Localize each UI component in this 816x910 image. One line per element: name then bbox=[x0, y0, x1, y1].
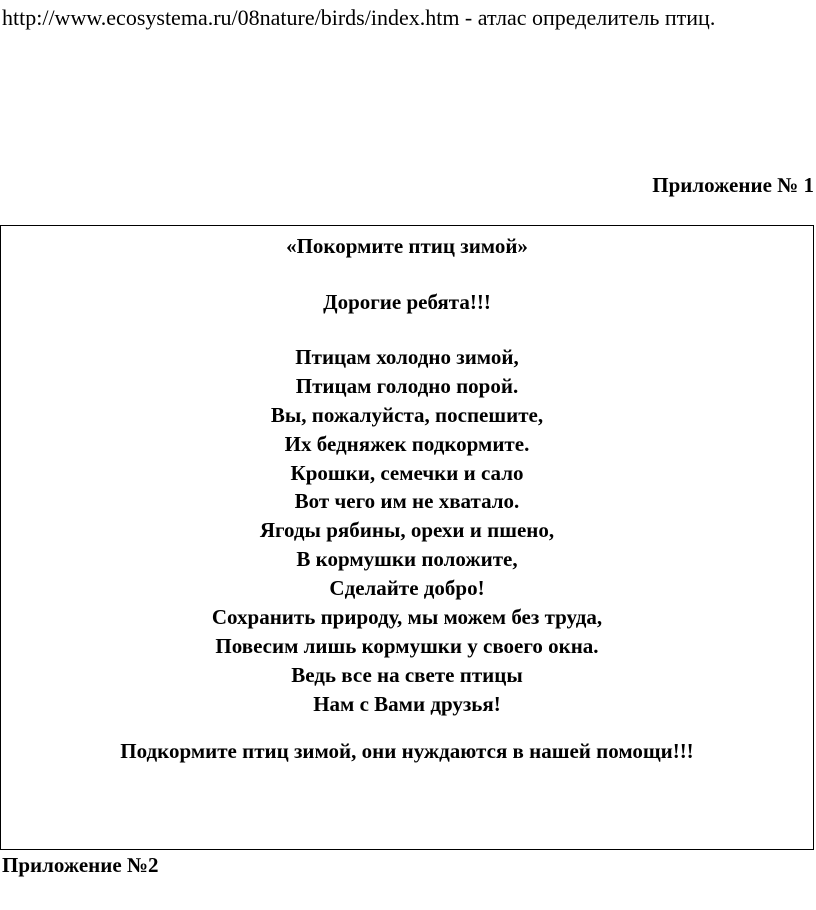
poem-line: Вы, пожалуйста, поспешите, bbox=[270, 402, 544, 427]
appendix-2-heading: Приложение №2 bbox=[2, 853, 159, 877]
poem-line: Повесим лишь кормушки у своего окна. bbox=[215, 633, 599, 658]
poem-line: Ведь все на свете птицы bbox=[291, 662, 523, 687]
appendix-1-heading: Приложение № 1 bbox=[652, 173, 814, 197]
poem-line: Крошки, семечки и сало bbox=[290, 460, 524, 485]
source-reference-line: http://www.ecosystema.ru/08nature/birds/index.htm - атлас определитель птиц. bbox=[2, 5, 716, 30]
leaflet-title: «Покормите птиц зимой» bbox=[286, 234, 528, 258]
leaflet-greeting: Дорогие ребята!!! bbox=[323, 290, 491, 314]
poem-line: Сохранить природу, мы можем без труда, bbox=[211, 605, 603, 630]
poem bbox=[1, 343, 813, 719]
poem-line: Птицам голодно порой. bbox=[295, 373, 519, 398]
leaflet-frame bbox=[0, 225, 814, 850]
leaflet-closing: Подкормите птиц зимой, они нуждаются в нашей помощи!!! bbox=[120, 739, 694, 763]
poem-line: В кормушки положите, bbox=[296, 547, 518, 572]
poem-line: Ягоды рябины, орехи и пшено, bbox=[259, 518, 555, 543]
poem-line: Нам с Вами друзья! bbox=[313, 691, 501, 716]
poem-line: Сделайте добро! bbox=[329, 576, 485, 601]
poem-line: Птицам холодно зимой, bbox=[295, 345, 519, 369]
poem-line: Вот чего им не хватало. bbox=[294, 489, 520, 514]
poem-line: Их бедняжек подкормите. bbox=[284, 431, 530, 456]
